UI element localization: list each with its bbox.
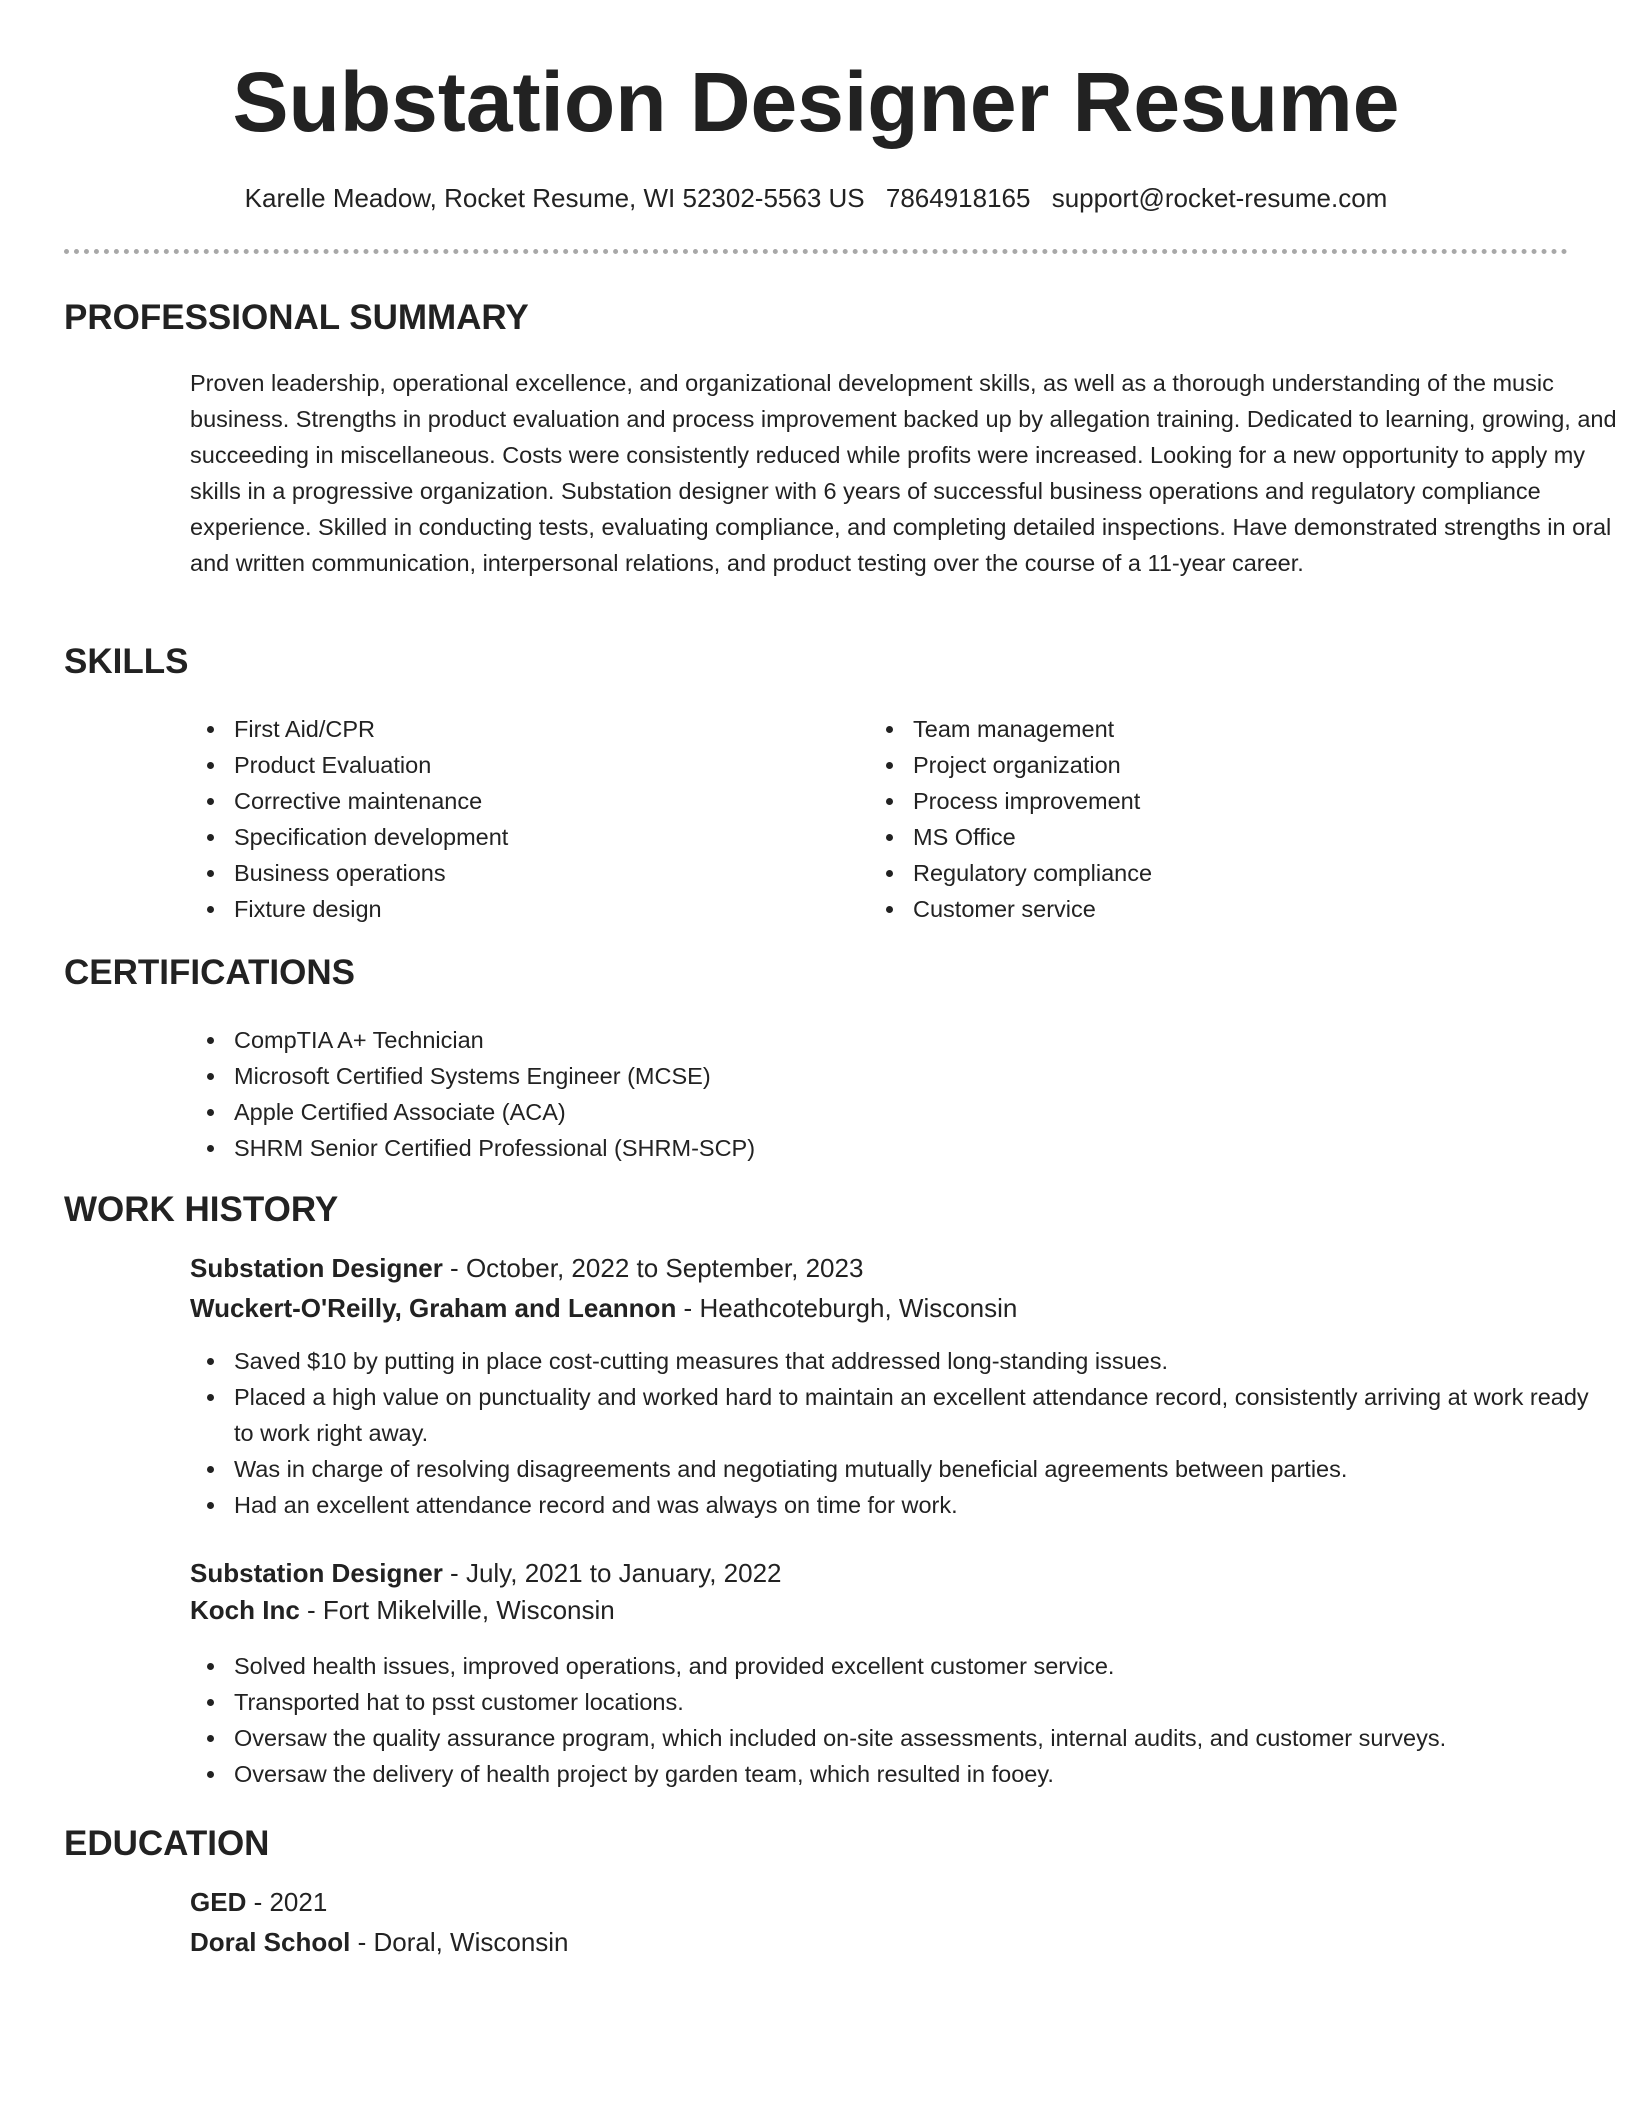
job-company-line: Wuckert-O'Reilly, Graham and Leannon - Heathcoteburgh, Wisconsin [190, 1293, 1018, 1323]
contact-address: Karelle Meadow, Rocket Resume, WI 52302-5563 US [244, 183, 865, 213]
header-divider [64, 249, 1568, 254]
education-location: Doral, Wisconsin [373, 1927, 569, 1957]
job-title-line: Substation Designer - July, 2021 to January, 2022 [190, 1558, 782, 1588]
skill-item: Process improvement [869, 783, 1509, 819]
skills-list-left [190, 711, 830, 927]
skill-item: MS Office [869, 819, 1509, 855]
job-bullets [190, 1648, 1610, 1792]
job-bullet: Saved $10 by putting in place cost-cutting measures that addressed long-standing issues. [190, 1343, 1610, 1379]
job-dates: July, 2021 to January, 2022 [465, 1558, 782, 1588]
job-title: Substation Designer [190, 1558, 443, 1588]
skill-item: Product Evaluation [190, 747, 830, 783]
skills-heading: SKILLS [64, 642, 189, 681]
summary-text: Proven leadership, operational excellence, and organizational development skills, as well as a thorough understanding of the music business. Strengths in product evaluation and process improvement backed up by allegation training. Dedicated to learning, growing, and succeeding in miscellaneous. Costs were consistently reduced while profits were increased. Looking for a new opportunity to apply my skills in a progressive organization. Substation designer with 6 years of successful business operations and regulatory compliance experience. Skilled in conducting tests, evaluating compliance, and completing detailed inspections. Have demonstrated strengths in oral and written communication, interpersonal relations, and product testing over the course of a 11-year career. [190, 370, 1617, 576]
skill-item: Regulatory compliance [869, 855, 1509, 891]
education-degree: GED [190, 1887, 247, 1917]
skills-list-right [869, 711, 1509, 927]
job-title: Substation Designer [190, 1253, 443, 1283]
job-location: Fort Mikelville, Wisconsin [322, 1595, 615, 1625]
skill-item: Team management [869, 711, 1509, 747]
certification-item: SHRM Senior Certified Professional (SHRM-SCP) [190, 1130, 1490, 1166]
contact-line [64, 180, 1568, 216]
contact-phone: 7864918165 [885, 183, 1031, 213]
skill-item: Customer service [869, 891, 1509, 927]
job-bullet: Solved health issues, improved operations, and provided excellent customer service. [190, 1648, 1610, 1684]
skill-item: Project organization [869, 747, 1509, 783]
job-company: Koch Inc [190, 1595, 300, 1625]
job-bullet: Placed a high value on punctuality and worked hard to maintain an excellent attendance record, consistently arriving at work ready to work right away. [190, 1379, 1610, 1451]
job-location: Heathcoteburgh, Wisconsin [699, 1293, 1018, 1323]
job-company: Wuckert-O'Reilly, Graham and Leannon [190, 1293, 677, 1323]
job-dates: October, 2022 to September, 2023 [465, 1253, 864, 1283]
education-year: 2021 [269, 1887, 328, 1917]
certifications-heading: CERTIFICATIONS [64, 953, 356, 992]
skill-item: Fixture design [190, 891, 830, 927]
summary-heading: PROFESSIONAL SUMMARY [64, 298, 529, 337]
job-title-line: Substation Designer - October, 2022 to September, 2023 [190, 1253, 864, 1283]
skill-item: Business operations [190, 855, 830, 891]
job-bullet: Oversaw the quality assurance program, which included on-site assessments, internal audits, and customer surveys. [190, 1720, 1610, 1756]
certifications-list [190, 1022, 1490, 1166]
skill-item: Corrective maintenance [190, 783, 830, 819]
resume-title: Substation Designer Resume [232, 55, 1400, 149]
education-degree-line: GED - 2021 [190, 1887, 328, 1917]
skill-item: First Aid/CPR [190, 711, 830, 747]
certification-item: Microsoft Certified Systems Engineer (MCSE) [190, 1058, 1490, 1094]
job-company-line: Koch Inc - Fort Mikelville, Wisconsin [190, 1595, 615, 1625]
certification-item: Apple Certified Associate (ACA) [190, 1094, 1490, 1130]
job-bullets [190, 1343, 1610, 1523]
certification-item: CompTIA A+ Technician [190, 1022, 1490, 1058]
job-bullet: Had an excellent attendance record and was always on time for work. [190, 1487, 1610, 1523]
work-history-heading: WORK HISTORY [64, 1190, 339, 1229]
job-bullet: Oversaw the delivery of health project by garden team, which resulted in fooey. [190, 1756, 1610, 1792]
education-heading: EDUCATION [64, 1824, 270, 1863]
contact-email: support@rocket-resume.com [1051, 183, 1388, 213]
job-bullet: Transported hat to psst customer locations. [190, 1684, 1610, 1720]
job-bullet: Was in charge of resolving disagreements and negotiating mutually beneficial agreements between parties. [190, 1451, 1610, 1487]
education-school-line: Doral School - Doral, Wisconsin [190, 1927, 569, 1957]
education-school: Doral School [190, 1927, 351, 1957]
skill-item: Specification development [190, 819, 830, 855]
